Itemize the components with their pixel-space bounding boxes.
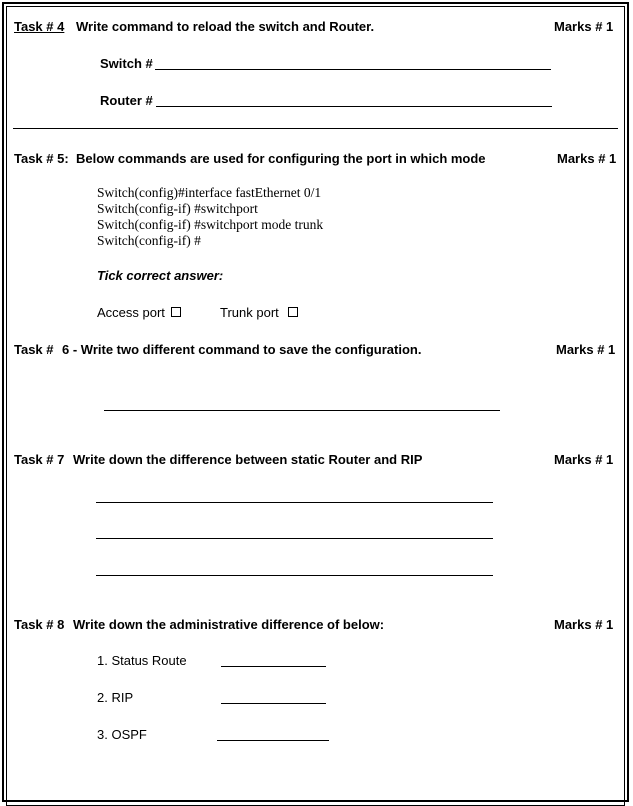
task4-router-answer-line[interactable] <box>156 106 552 107</box>
task4-label: Task # 4 <box>14 19 65 34</box>
task5-option-trunk[interactable] <box>220 305 298 321</box>
task7-answer-line[interactable] <box>96 538 493 539</box>
task4-switch-answer-line[interactable] <box>155 69 551 70</box>
task8-item: 1. Status Route <box>97 653 187 668</box>
task5-option-access[interactable] <box>97 305 181 321</box>
task4-marks: Marks # 1 <box>554 19 614 34</box>
task5-label: Task # 5: <box>14 151 69 166</box>
task5-marks: Marks # 1 <box>557 151 617 166</box>
task6-question: 6 - Write two different command to save the configuration. <box>62 342 422 357</box>
page-inner-border <box>6 6 625 806</box>
task8-item-answer-line[interactable] <box>217 740 329 741</box>
task8-marks: Marks # 1 <box>554 617 614 632</box>
task8-item: 3. OSPF <box>97 727 147 742</box>
task5-command-line: Switch(config)#interface fastEthernet 0/1 <box>97 185 322 200</box>
task5-tick-prompt: Tick correct answer: <box>97 268 224 283</box>
task8-question: Write down the administrative difference of below: <box>73 617 385 632</box>
task8-item: 2. RIP <box>97 690 134 705</box>
task5-option-access-label: Access port <box>97 305 165 320</box>
task8-item-answer-line[interactable] <box>221 703 326 704</box>
trunk-port-checkbox[interactable] <box>288 307 298 317</box>
task6-answer-line[interactable] <box>104 410 500 411</box>
task7-marks: Marks # 1 <box>554 452 614 467</box>
task7-answer-line[interactable] <box>96 575 493 576</box>
task7-label: Task # 7 <box>14 452 65 467</box>
task5-command-line: Switch(config-if) # <box>97 233 201 248</box>
task5-question: Below commands are used for configuring the port in which mode <box>76 151 486 166</box>
access-port-checkbox[interactable] <box>171 307 181 317</box>
task4-switch-label: Switch # <box>100 56 153 71</box>
task7-question: Write down the difference between static Router and RIP <box>73 452 423 467</box>
task5-option-trunk-label: Trunk port <box>220 305 279 320</box>
task6-marks: Marks # 1 <box>556 342 616 357</box>
task5-command-line: Switch(config-if) #switchport <box>97 201 258 216</box>
task7-answer-line[interactable] <box>96 502 493 503</box>
section-divider <box>13 128 618 129</box>
task4-question: Write command to reload the switch and Router. <box>76 19 375 34</box>
task6-label: Task # <box>14 342 54 357</box>
task8-item-answer-line[interactable] <box>221 666 326 667</box>
task8-label: Task # 8 <box>14 617 65 632</box>
task5-command-line: Switch(config-if) #switchport mode trunk <box>97 217 324 232</box>
task4-router-label: Router # <box>100 93 153 108</box>
